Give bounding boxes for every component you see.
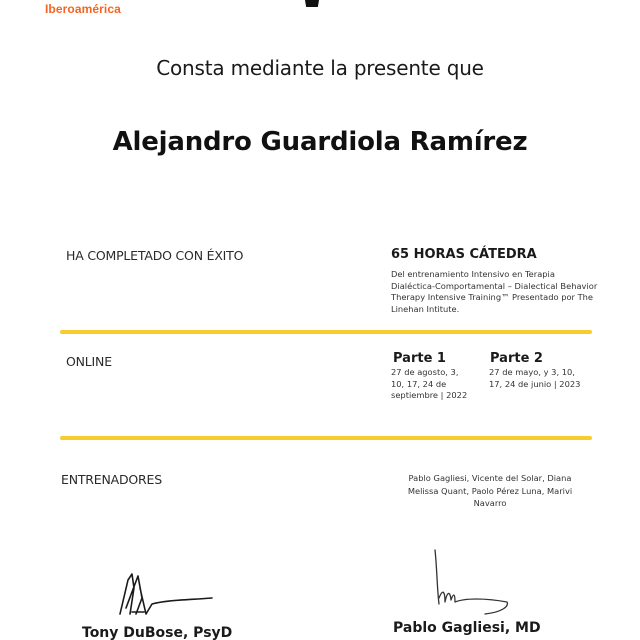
part-dates: 27 de mayo, y 3, 10, 17, 24 de junio | 2023 bbox=[489, 367, 581, 389]
signature-icon bbox=[425, 548, 515, 618]
modality-label: ONLINE bbox=[66, 354, 112, 369]
part-2 bbox=[489, 351, 584, 390]
signature-icon bbox=[112, 568, 217, 620]
signer-name: Tony DuBose, PsyD bbox=[82, 625, 233, 640]
completion-label: HA COMPLETADO CON ÉXITO bbox=[66, 248, 244, 263]
certificate-intro: Consta mediante la presente que bbox=[156, 56, 484, 80]
logo-mark-icon bbox=[305, 0, 319, 7]
part-dates: 27 de agosto, 3, 10, 17, 24 de septiembre | 2022 bbox=[391, 367, 468, 400]
part-title: Parte 2 bbox=[490, 351, 543, 366]
part-1 bbox=[391, 351, 471, 402]
brand-logo-text: Iberoamérica bbox=[45, 2, 121, 16]
hours-title: 65 HORAS CÁTEDRA bbox=[391, 247, 537, 262]
training-description: Del entrenamiento Intensivo en Terapia Dialéctica-Comportamental – Dialectical Behavior Therapy Intensive Training™ Presentado por The Linehan Intitute. bbox=[391, 269, 598, 314]
recipient-name: Alejandro Guardiola Ramírez bbox=[112, 127, 528, 157]
part-title: Parte 1 bbox=[393, 351, 446, 366]
divider bbox=[60, 436, 592, 440]
trainers-list: Pablo Gagliesi, Vicente del Solar, Diana Melissa Quant, Paolo Pérez Luna, Marivi Navarro bbox=[407, 473, 573, 508]
divider bbox=[60, 330, 592, 334]
signer-name: Pablo Gagliesi, MD bbox=[393, 620, 541, 636]
trainers-label: ENTRENADORES bbox=[61, 472, 162, 487]
